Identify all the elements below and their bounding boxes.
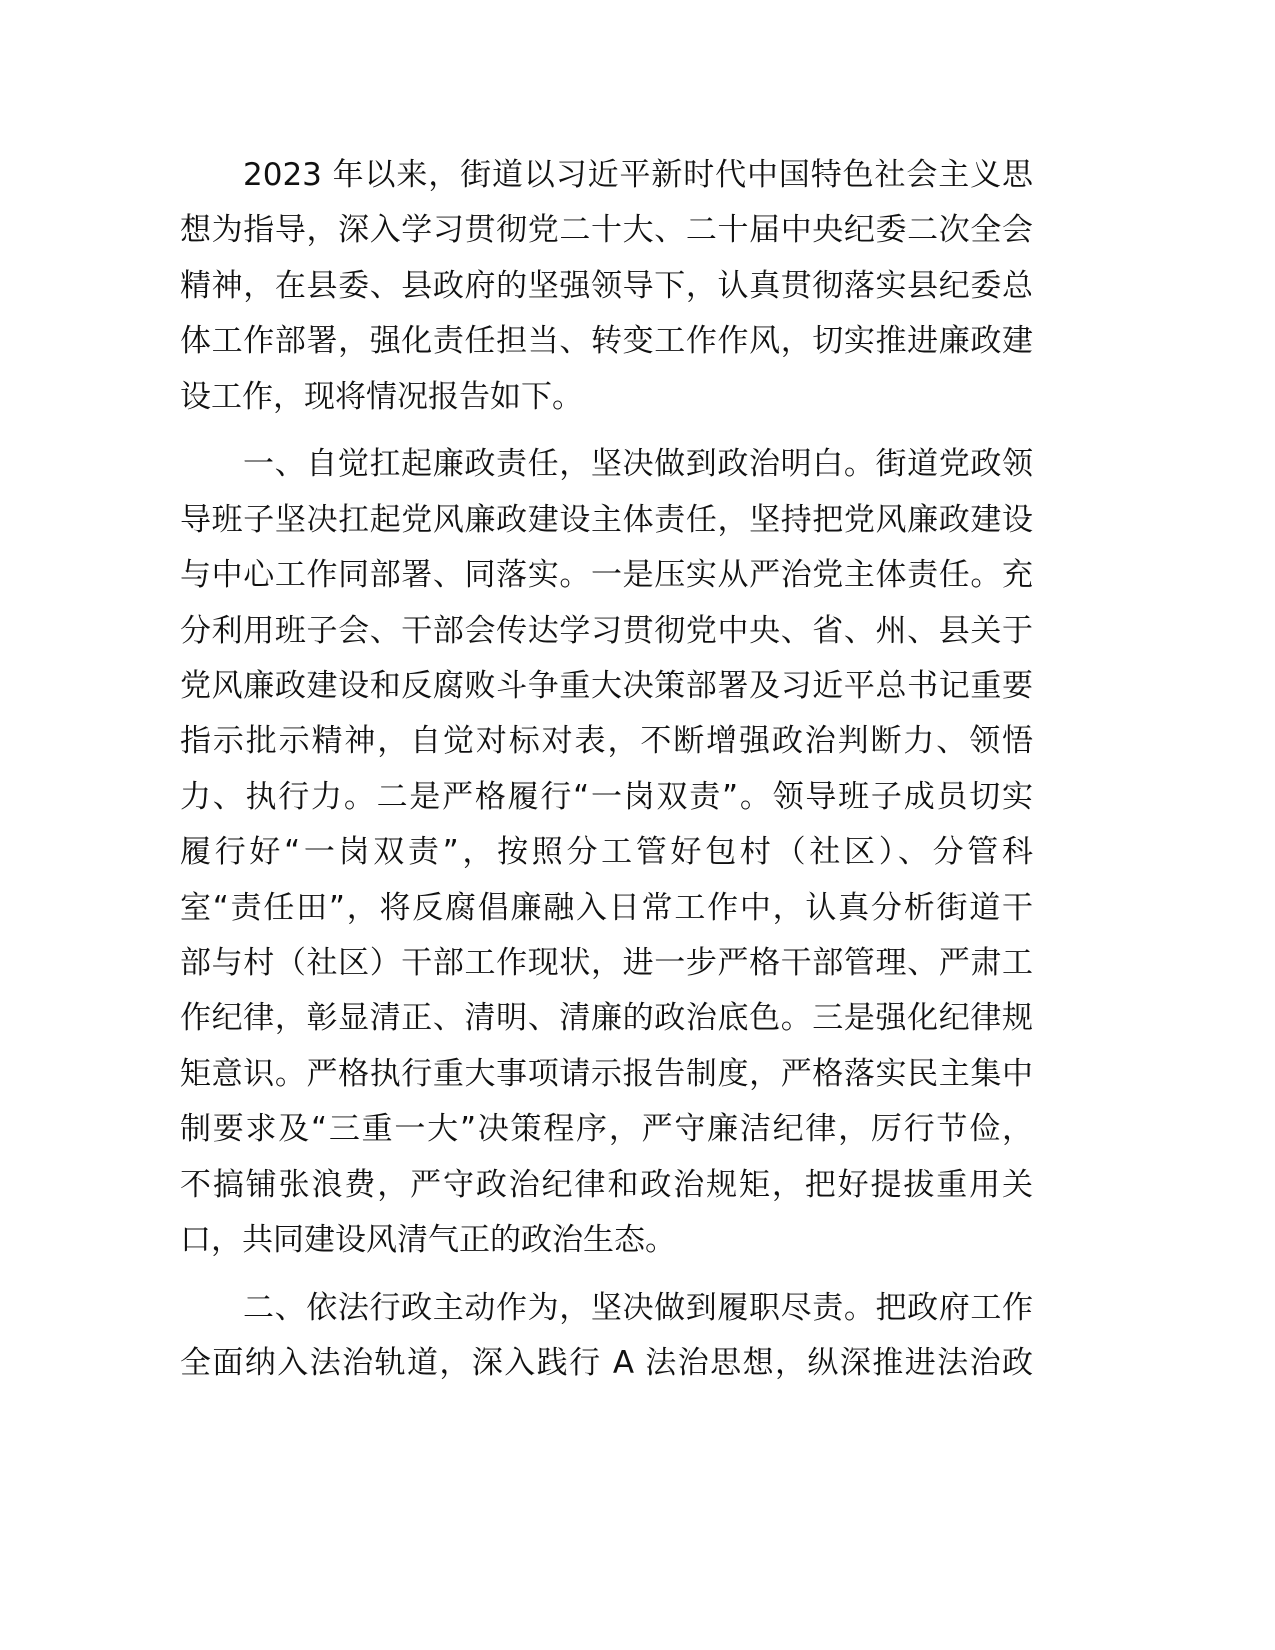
- text-line: 履行好“一岗双责”，按照分工管好包村（社区）、分管科: [180, 834, 1033, 871]
- text-line: 部与村（社区）干部工作现状，进一步严格干部管理、严肃工: [180, 944, 1033, 981]
- text-line: 分利用班子会、干部会传达学习贯彻党中央、省、州、县关于: [180, 612, 1033, 649]
- text-line: 党风廉政建设和反腐败斗争重大决策部署及习近平总书记重要: [180, 668, 1033, 705]
- text-line: 不搞铺张浪费，严守政治纪律和政治规矩，把好提拔重用关: [180, 1166, 1033, 1203]
- text-line: 导班子坚决扛起党风廉政建设主体责任，坚持把党风廉政建设: [180, 501, 1033, 538]
- text-line: 2023 年以来，街道以习近平新时代中国特色社会主义思: [243, 157, 1033, 193]
- text-line: 制要求及“三重一大”决策程序，严守廉洁纪律，厉行节俭，: [180, 1111, 1033, 1148]
- text-line: 口，共同建设风清气正的政治生态。: [180, 1221, 676, 1258]
- text-line: 二、依法行政主动作为，坚决做到履职尽责。把政府工作: [243, 1289, 1033, 1326]
- document-page: [180, 148, 1033, 1404]
- text-line: 矩意识。严格执行重大事项请示报告制度，严格落实民主集中: [180, 1055, 1033, 1092]
- text-line: 想为指导，深入学习贯彻党二十大、二十届中央纪委二次全会: [180, 212, 1033, 249]
- paragraph: [180, 148, 1033, 425]
- text-line: 全面纳入法治轨道，深入践行 A 法治思想，纵深推进法治政: [180, 1345, 1033, 1382]
- text-line: 一、自觉扛起廉政责任，坚决做到政治明白。街道党政领: [243, 446, 1033, 483]
- text-line: 与中心工作同部署、同落实。一是压实从严治党主体责任。充: [180, 557, 1033, 594]
- text-line: 力、执行力。二是严格履行“一岗双责”。领导班子成员切实: [180, 778, 1033, 815]
- text-line: 室“责任田”，将反腐倡廉融入日常工作中，认真分析街道干: [180, 889, 1033, 926]
- text-line: 体工作部署，强化责任担当、转变工作作风，切实推进廉政建: [180, 323, 1033, 360]
- text-line: 指示批示精神，自觉对标对表，不断增强政治判断力、领悟: [180, 723, 1033, 760]
- text-line: 作纪律，彰显清正、清明、清廉的政治底色。三是强化纪律规: [180, 1000, 1033, 1037]
- text-line: 设工作，现将情况报告如下。: [180, 378, 583, 415]
- text-line: 精神，在县委、县政府的坚强领导下，认真贯彻落实县纪委总: [180, 267, 1033, 304]
- paragraph: [180, 1281, 1033, 1392]
- paragraph: [180, 437, 1033, 1268]
